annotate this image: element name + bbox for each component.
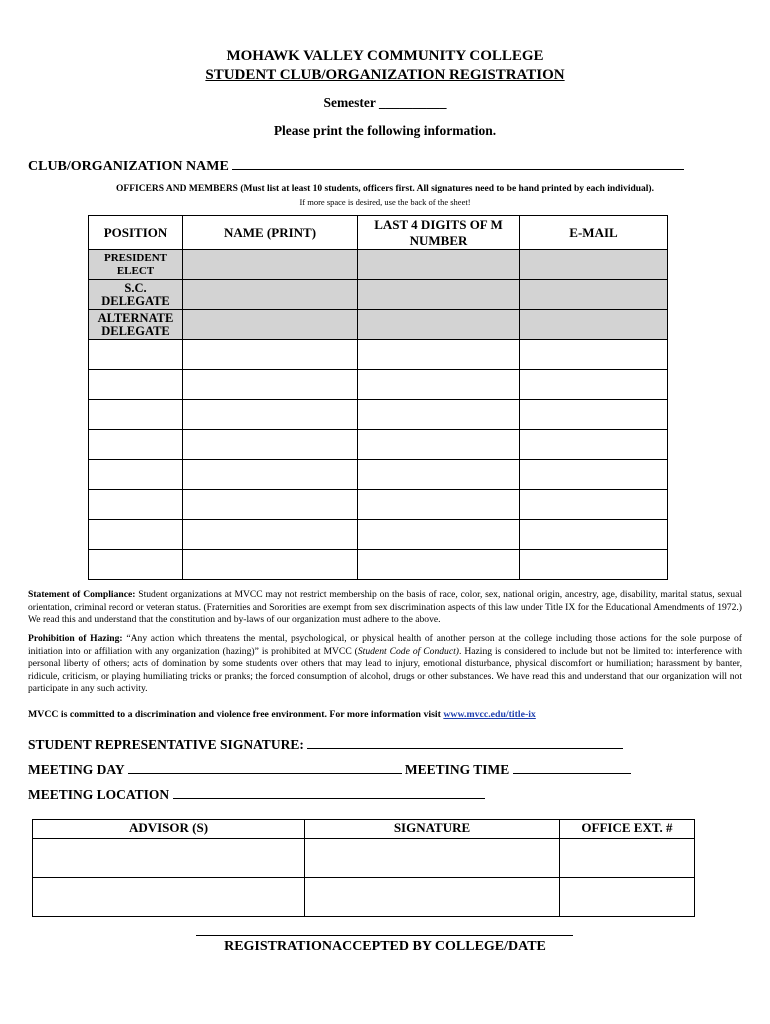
email-cell[interactable] <box>520 400 668 430</box>
accepted-label: REGISTRATIONACCEPTED BY COLLEGE/DATE <box>224 939 546 954</box>
name-cell[interactable] <box>183 280 358 310</box>
advisor-table <box>32 819 695 917</box>
officers-note: OFFICERS AND MEMBERS (Must list at least 10 students, officers first. All signatures need to be hand printed by each individual). <box>116 184 654 194</box>
form-title-text: STUDENT CLUB/ORGANIZATION REGISTRATION <box>205 67 565 83</box>
table-row <box>89 310 668 340</box>
rep-signature-row <box>28 736 623 753</box>
advisor-cell[interactable] <box>33 878 305 917</box>
club-name-field[interactable] <box>232 157 684 170</box>
commitment-text: MVCC is committed to a discrimination and violence free environment. For more information visit <box>28 709 444 720</box>
name-cell[interactable] <box>183 460 358 490</box>
name-cell[interactable] <box>183 490 358 520</box>
table-row <box>89 550 668 580</box>
table-row <box>89 520 668 550</box>
name-cell[interactable] <box>183 310 358 340</box>
email-cell[interactable] <box>520 550 668 580</box>
m-number-cell[interactable] <box>358 520 520 550</box>
header-advisor: ADVISOR (S) <box>33 820 305 839</box>
email-cell[interactable] <box>520 520 668 550</box>
members-table <box>88 215 668 580</box>
m-number-cell[interactable] <box>358 400 520 430</box>
position-cell[interactable] <box>89 490 183 520</box>
email-cell[interactable] <box>520 340 668 370</box>
m-number-cell[interactable] <box>358 550 520 580</box>
header-name: NAME (PRINT) <box>183 216 358 250</box>
position-cell[interactable] <box>89 370 183 400</box>
meeting-time-label: MEETING TIME <box>404 762 510 777</box>
meeting-day-label: MEETING DAY <box>28 762 125 777</box>
position-sc-delegate: S.C. DELEGATE <box>89 280 183 310</box>
position-cell[interactable] <box>89 520 183 550</box>
position-president-elect: PRESIDENT ELECT <box>89 250 183 280</box>
table-row <box>89 280 668 310</box>
meeting-location-field[interactable] <box>173 786 485 799</box>
name-cell[interactable] <box>183 250 358 280</box>
meeting-day-field[interactable] <box>128 761 402 774</box>
table-row <box>89 490 668 520</box>
table-row <box>89 400 668 430</box>
email-cell[interactable] <box>520 370 668 400</box>
hazing-label: Prohibition of Hazing: <box>28 633 123 644</box>
header-office-ext: OFFICE EXT. # <box>560 820 695 839</box>
club-name-row <box>28 157 684 175</box>
header-position: POSITION <box>89 216 183 250</box>
table-row <box>33 839 695 878</box>
table-row <box>89 430 668 460</box>
m-number-cell[interactable] <box>358 280 520 310</box>
m-number-cell[interactable] <box>358 430 520 460</box>
form-title <box>0 67 770 84</box>
compliance-text: Student organizations at MVCC may not restrict membership on the basis of race, color, sex, national origin, ancestry, age, disability, marital status, sexual orientation, criminal record or veteran status. (Fraternities and Sororities are exempt from sex discrimination aspects of this law under Title IX for the Educational Amendments of 1972.) We read this and understand that the constitution and by-laws of our organization must adhere to the above. <box>28 589 742 626</box>
m-number-cell[interactable] <box>358 370 520 400</box>
student-code-reference: Student Code of Conduct) <box>357 645 459 657</box>
m-number-cell[interactable] <box>358 460 520 490</box>
position-alternate-delegate: ALTERNATE DELEGATE <box>89 310 183 340</box>
email-cell[interactable] <box>520 250 668 280</box>
semester-field[interactable]: Semester __________ <box>323 95 447 110</box>
table-row <box>89 340 668 370</box>
office-ext-cell[interactable] <box>560 878 695 917</box>
hazing-statement <box>28 633 742 696</box>
club-name-label: CLUB/ORGANIZATION NAME <box>28 159 229 174</box>
email-cell[interactable] <box>520 310 668 340</box>
email-cell[interactable] <box>520 460 668 490</box>
header-email: E-MAIL <box>520 216 668 250</box>
m-number-cell[interactable] <box>358 490 520 520</box>
signature-cell[interactable] <box>305 839 560 878</box>
compliance-label: Statement of Compliance: <box>28 589 136 600</box>
college-name: MOHAWK VALLEY COMMUNITY COLLEGE <box>226 48 544 64</box>
header-m-number: LAST 4 DIGITS OF M NUMBER <box>358 216 520 250</box>
email-cell[interactable] <box>520 430 668 460</box>
table-row <box>89 370 668 400</box>
members-header-row <box>89 216 668 250</box>
table-row <box>89 460 668 490</box>
meeting-location-label: MEETING LOCATION <box>28 787 170 802</box>
meeting-time-field[interactable] <box>513 761 631 774</box>
m-number-cell[interactable] <box>358 310 520 340</box>
office-ext-cell[interactable] <box>560 839 695 878</box>
meeting-day-row <box>28 761 631 778</box>
name-cell[interactable] <box>183 550 358 580</box>
accepted-line[interactable] <box>196 935 573 936</box>
compliance-statement <box>28 589 742 627</box>
name-cell[interactable] <box>183 340 358 370</box>
email-cell[interactable] <box>520 280 668 310</box>
name-cell[interactable] <box>183 370 358 400</box>
name-cell[interactable] <box>183 430 358 460</box>
signature-cell[interactable] <box>305 878 560 917</box>
position-cell[interactable] <box>89 430 183 460</box>
meeting-location-row <box>28 786 485 803</box>
m-number-cell[interactable] <box>358 340 520 370</box>
rep-signature-label: STUDENT REPRESENTATIVE SIGNATURE: <box>28 737 304 752</box>
title-ix-link[interactable]: www.mvcc.edu/title-ix <box>443 709 536 720</box>
advisor-header-row <box>33 820 695 839</box>
table-row <box>89 250 668 280</box>
hazing-text-2: . Hazing is considered to include but not be limited to: interference with personal liberty of others; acts of domination by some students over others that may lead to injury, emotional disturbance, physical discomfort or humiliation; harassment by banter, ridicule, criticism, or playing humiliating tricks or pranks; the forced consumption of alcohol, drugs or other substances. We have read this and understand that our organization will not participate in any such activity. <box>28 645 743 695</box>
name-cell[interactable] <box>183 520 358 550</box>
commitment-statement <box>28 709 536 720</box>
instruction: Please print the following information. <box>273 123 497 138</box>
email-cell[interactable] <box>520 490 668 520</box>
rep-signature-field[interactable] <box>307 736 623 749</box>
m-number-cell[interactable] <box>358 250 520 280</box>
position-cell[interactable] <box>89 400 183 430</box>
position-cell[interactable] <box>89 340 183 370</box>
table-row <box>33 878 695 917</box>
header-signature: SIGNATURE <box>305 820 560 839</box>
hazing-text-1: “Any action which threatens the mental, psychological, or physical health of another person at the college including those actions for the sole purpose of initiation into or affiliation with any organization (hazing)” is prohibited at MVCC ( <box>28 633 742 657</box>
advisor-cell[interactable] <box>33 839 305 878</box>
name-cell[interactable] <box>183 400 358 430</box>
position-cell[interactable] <box>89 460 183 490</box>
position-cell[interactable] <box>89 550 183 580</box>
space-note: If more space is desired, use the back of the sheet! <box>299 197 471 207</box>
